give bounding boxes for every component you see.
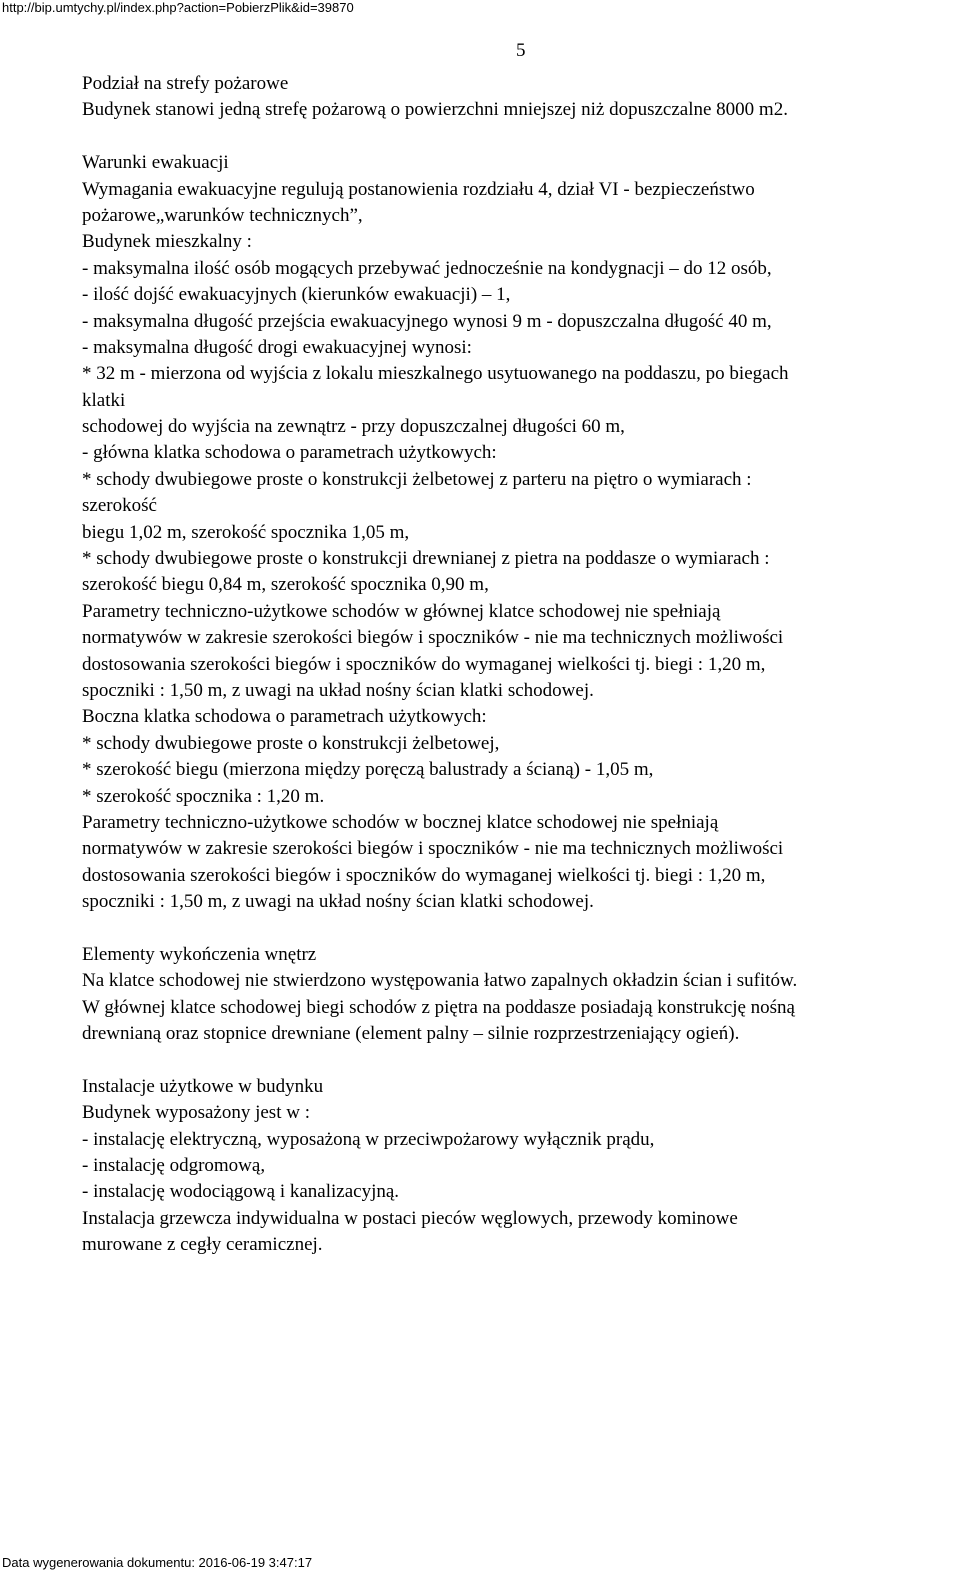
document-section — [82, 942, 957, 1048]
text-line: schodowej do wyjścia na zewnątrz - przy dopuszczalnej długości 60 m, — [82, 416, 625, 438]
paragraph-gap — [82, 916, 957, 942]
section-heading-line: Warunki ewakuacji — [82, 152, 229, 174]
text-line: Instalacja grzewcza indywidualna w postaci pieców węglowych, przewody kominowe — [82, 1207, 738, 1229]
text-line: drewnianą oraz stopnice drewniane (element palny – silnie rozprzestrzeniający ogień). — [82, 1023, 740, 1045]
text-line: Wymagania ewakuacyjne regulują postanowienia rozdziału 4, dział VI - bezpieczeństwo — [82, 178, 755, 200]
text-line: szerokość — [82, 495, 157, 517]
text-line: murowane z cegły ceramicznej. — [82, 1234, 323, 1256]
text-line: spoczniki : 1,50 m, z uwagi na układ nośny ścian klatki schodowej. — [82, 891, 594, 913]
document-section — [82, 71, 957, 124]
text-line: * 32 m - mierzona od wyjścia z lokalu mieszkalnego usytuowanego na poddaszu, po biegach — [82, 363, 789, 385]
text-line: W głównej klatce schodowej biegi schodów z piętra na poddasze posiadają konstrukcję nośną — [82, 996, 795, 1018]
page-number: 5 — [516, 40, 526, 61]
source-url: http://bip.umtychy.pl/index.php?action=PobierzPlik&id=39870 — [2, 0, 354, 15]
text-line: Budynek wyposażony jest w : — [82, 1102, 310, 1124]
text-line: szerokość biegu 0,84 m, szerokość spocznika 0,90 m, — [82, 574, 489, 596]
text-line: Boczna klatka schodowa o parametrach użytkowych: — [82, 706, 487, 728]
text-line: normatywów w zakresie szerokości biegów i spoczników - nie ma technicznych możliwości — [82, 627, 784, 649]
text-line: - instalację elektryczną, wyposażoną w przeciwpożarowy wyłącznik prądu, — [82, 1128, 655, 1150]
text-line: klatki — [82, 389, 126, 411]
text-line: * schody dwubiegowe proste o konstrukcji żelbetowej z parteru na piętro o wymiarach : — [82, 468, 752, 490]
text-line: - ilość dojść ewakuacyjnych (kierunków ewakuacji) – 1, — [82, 284, 511, 306]
text-line: spoczniki : 1,50 m, z uwagi na układ nośny ścian klatki schodowej. — [82, 679, 594, 701]
text-line: * schody dwubiegowe proste o konstrukcji drewnianej z pietra na poddasze o wymiarach : — [82, 548, 770, 570]
text-line: * schody dwubiegowe proste o konstrukcji żelbetowej, — [82, 732, 500, 754]
text-line: Budynek stanowi jedną strefę pożarową o powierzchni mniejszej niż dopuszczalne 8000 m2. — [82, 99, 788, 121]
text-line: Parametry techniczno-użytkowe schodów w bocznej klatce schodowej nie spełniają — [82, 811, 719, 833]
text-line: dostosowania szerokości biegów i spoczników do wymaganej wielkości tj. biegi : 1,20 m, — [82, 864, 766, 886]
text-line: pożarowe„warunków technicznych”, — [82, 204, 363, 226]
text-line: normatywów w zakresie szerokości biegów i spoczników - nie ma technicznych możliwości — [82, 838, 784, 860]
text-line: Parametry techniczno-użytkowe schodów w głównej klatce schodowej nie spełniają — [82, 600, 721, 622]
text-line: - instalację wodociągową i kanalizacyjną. — [82, 1181, 400, 1203]
paragraph-gap — [82, 124, 957, 150]
text-line: - maksymalna długość drogi ewakuacyjnej wynosi: — [82, 336, 472, 358]
text-line: - maksymalna ilość osób mogących przebywać jednocześnie na kondygnacji – do 12 osób, — [82, 257, 772, 279]
text-line: * szerokość spocznika : 1,20 m. — [82, 785, 325, 807]
text-line: dostosowania szerokości biegów i spoczników do wymaganej wielkości tj. biegi : 1,20 m, — [82, 653, 766, 675]
text-line: Budynek mieszkalny : — [82, 231, 252, 253]
section-heading-line: Instalacje użytkowe w budynku — [82, 1075, 324, 1097]
section-heading-line: Podział na strefy pożarowe — [82, 73, 289, 94]
text-line: - instalację odgromową, — [82, 1155, 266, 1177]
document-section — [82, 1074, 957, 1259]
text-line: biegu 1,02 m, szerokość spocznika 1,05 m, — [82, 521, 410, 543]
section-heading-line: Elementy wykończenia wnętrz — [82, 943, 317, 965]
text-line: * szerokość biegu (mierzona między poręczą balustrady a ścianą) - 1,05 m, — [82, 759, 654, 781]
paragraph-gap — [82, 1047, 957, 1073]
text-line: - główna klatka schodowa o parametrach użytkowych: — [82, 442, 497, 464]
generation-date-footer: Data wygenerowania dokumentu: 2016-06-19 3:47:17 — [2, 1555, 313, 1570]
text-line: Na klatce schodowej nie stwierdzono występowania łatwo zapalnych okładzin ścian i sufitów. — [82, 970, 798, 992]
document-section — [82, 150, 957, 915]
text-line: - maksymalna długość przejścia ewakuacyjnego wynosi 9 m - dopuszczalna długość 40 m, — [82, 310, 772, 332]
document-body — [82, 71, 957, 1259]
